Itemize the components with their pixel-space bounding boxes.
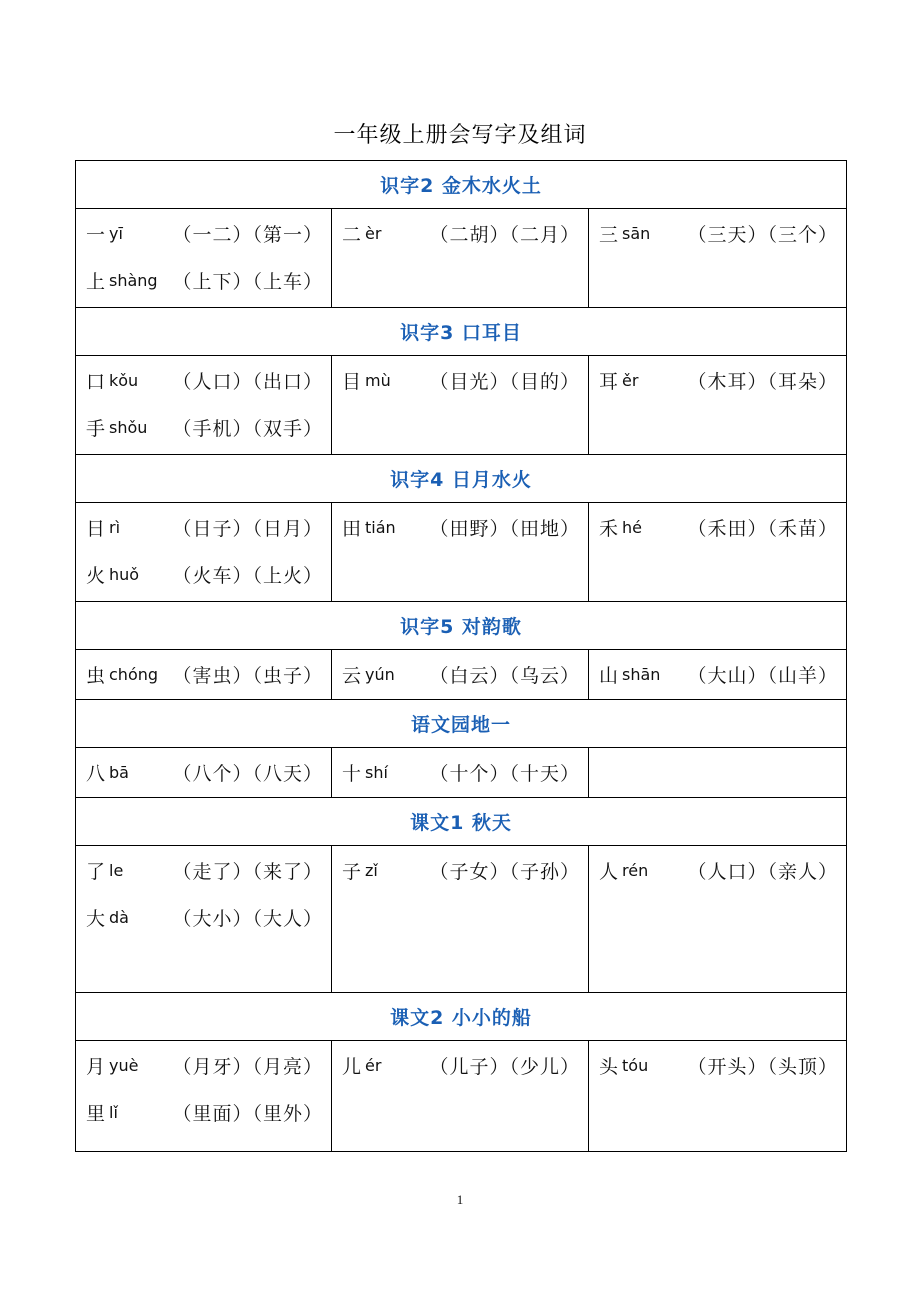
pinyin: mù [365,371,391,390]
character-entry [76,650,331,697]
character: 二 [342,224,362,246]
word-pair: （禾田）（禾苗） [687,518,838,540]
character-entry [76,748,331,795]
word-pair: （大小）（大人） [172,908,323,930]
word-cell [76,1041,332,1152]
character: 一 [86,224,106,246]
page-title: 一年级上册会写字及组词 [333,123,587,148]
word-cell [332,846,589,993]
pinyin: rén [622,861,649,880]
pinyin: tián [365,518,396,537]
word-pair: （害虫）（虫子） [172,665,323,687]
pinyin: yún [365,665,395,684]
word-cell [332,748,589,798]
pinyin: le [109,861,124,880]
section-heading: 识字2 金木水火土 [76,161,847,209]
character: 上 [86,271,106,293]
character: 了 [86,861,106,883]
word-pair: （子女）（子孙） [429,861,580,883]
word-pair: （白云）（乌云） [429,665,580,687]
character: 耳 [599,371,619,393]
pinyin: sān [622,224,651,243]
pinyin: kǒu [109,371,139,390]
character: 八 [86,763,106,785]
word-pair: （手机）（双手） [172,418,323,440]
character: 禾 [599,518,619,540]
pinyin: shǒu [109,418,148,437]
character: 火 [86,565,106,587]
pinyin: ér [365,1056,382,1075]
word-pair: （目光）（目的） [429,371,580,393]
word-cell [589,1041,847,1152]
word-pair: （大山）（山羊） [687,665,838,687]
character: 云 [342,665,362,687]
pinyin: yī [109,224,123,243]
pinyin: chóng [109,665,159,684]
word-cell [589,503,847,602]
word-pair: （二胡）（二月） [429,224,580,246]
word-cell [332,356,589,455]
character-entry [76,503,331,550]
character: 山 [599,665,619,687]
character: 虫 [86,665,106,687]
pinyin: huǒ [109,565,140,584]
word-pair: （八个）（八天） [172,763,323,785]
character: 口 [86,371,106,393]
character-entry [76,256,331,303]
pinyin: shí [365,763,388,782]
word-cell [589,209,847,308]
character: 目 [342,371,362,393]
character: 手 [86,418,106,440]
word-pair: （火车）（上火） [172,565,323,587]
pinyin: lǐ [109,1103,118,1122]
character-entry [589,650,846,697]
word-pair: （田野）（田地） [429,518,580,540]
word-cell [589,846,847,993]
character: 日 [86,518,106,540]
character-entry [332,846,588,893]
character: 田 [342,518,362,540]
character: 头 [599,1056,619,1078]
section-heading: 识字4 日月水火 [76,455,847,503]
character: 月 [86,1056,106,1078]
section-heading: 课文1 秋天 [76,798,847,846]
section-heading: 课文2 小小的船 [76,993,847,1041]
pinyin: shān [622,665,661,684]
word-cell [589,748,847,798]
section-heading: 语文园地一 [76,700,847,748]
character: 十 [342,763,362,785]
pinyin: dà [109,908,129,927]
word-cell [76,503,332,602]
page-number: 1 [456,1192,464,1207]
character: 儿 [342,1056,362,1078]
character-entry [76,846,331,893]
character-entry [76,356,331,403]
character: 人 [599,861,619,883]
word-pair: （走了）（来了） [172,861,323,883]
pinyin: shàng [109,271,158,290]
word-pair: （十个）（十天） [429,763,580,785]
pinyin: hé [622,518,642,537]
character-entry [589,209,846,256]
pinyin: zǐ [365,861,378,880]
character-entry [589,356,846,403]
character-entry [332,650,588,697]
pinyin: èr [365,224,382,243]
character-entry [589,503,846,550]
vocabulary-table [75,160,847,1152]
word-cell [76,356,332,455]
word-pair: （人口）（出口） [172,371,323,393]
character-entry [589,1041,846,1088]
character-entry [76,1088,331,1135]
character: 里 [86,1103,106,1125]
character-entry [332,503,588,550]
character: 子 [342,861,362,883]
pinyin: yuè [109,1056,139,1075]
word-cell [76,209,332,308]
word-pair: （儿子）（少儿） [429,1056,580,1078]
word-pair: （三天）（三个） [687,224,838,246]
character-entry [332,356,588,403]
pinyin: bā [109,763,129,782]
character-entry [332,748,588,795]
character-entry [76,893,331,940]
character: 大 [86,908,106,930]
section-heading: 识字5 对韵歌 [76,602,847,650]
word-cell [332,503,589,602]
character-entry [332,209,588,256]
word-cell [332,1041,589,1152]
pinyin: ěr [622,371,639,390]
word-pair: （上下）（上车） [172,271,323,293]
character-entry [332,1041,588,1088]
word-pair: （日子）（日月） [172,518,323,540]
character: 三 [599,224,619,246]
section-heading: 识字3 口耳目 [76,308,847,356]
word-cell [589,356,847,455]
pinyin: tóu [622,1056,649,1075]
word-pair: （木耳）（耳朵） [687,371,838,393]
word-pair: （里面）（里外） [172,1103,323,1125]
word-cell [76,650,332,700]
word-cell [76,846,332,993]
character-entry [76,403,331,450]
word-cell [589,650,847,700]
character-entry [589,846,846,893]
character-entry [76,1041,331,1088]
pinyin: rì [109,518,121,537]
character-entry [76,550,331,597]
word-pair: （一二）（第一） [172,224,323,246]
word-cell [332,650,589,700]
word-pair: （人口）（亲人） [687,861,838,883]
word-pair: （开头）（头顶） [687,1056,838,1078]
word-pair: （月牙）（月亮） [172,1056,323,1078]
character-entry [76,209,331,256]
word-cell [332,209,589,308]
word-cell [76,748,332,798]
